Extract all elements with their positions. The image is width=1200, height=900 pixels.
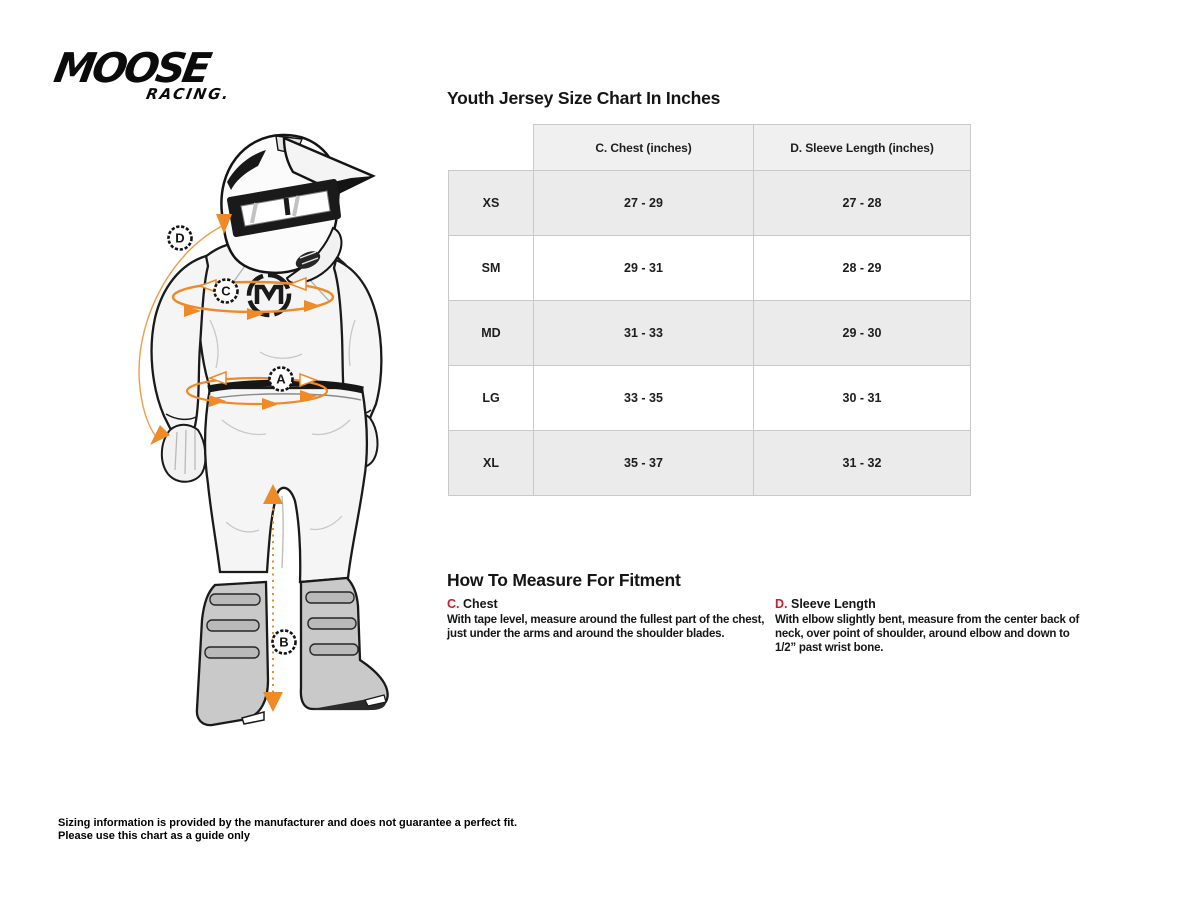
brand-logo: [49, 44, 248, 104]
inseam-bottom-arrow: [263, 692, 283, 712]
rider-measurement-illustration: [50, 120, 430, 740]
chest-cell: 29 - 31: [534, 236, 754, 301]
table-row: [449, 301, 971, 366]
badge-a: [270, 368, 293, 391]
sleeve-cell: 30 - 31: [754, 366, 971, 431]
size-cell: XS: [449, 171, 534, 236]
table-row: [449, 366, 971, 431]
howto-title: How To Measure For Fitment: [447, 570, 681, 590]
right-boot-buckles: [306, 592, 358, 655]
sleeve-cell: 27 - 28: [754, 171, 971, 236]
table-row: [449, 431, 971, 496]
pants: [205, 388, 367, 582]
left-glove: [162, 425, 206, 482]
table-header-row: [449, 125, 971, 171]
measure-letter-d: D.: [775, 597, 788, 611]
size-chart-title: Youth Jersey Size Chart In Inches: [447, 88, 721, 108]
table-corner-cell: [449, 125, 534, 171]
measure-text-sleeve: With elbow slightly bent, measure from the center back of neck, over point of shoulder, around elbow and down to 1/2” past wrist bone.: [775, 614, 1080, 655]
badge-b: [273, 631, 296, 654]
measure-label-chest: [447, 597, 765, 611]
column-header-chest: C. Chest (inches): [534, 125, 754, 171]
chest-cell: 31 - 33: [534, 301, 754, 366]
badge-c: [215, 280, 238, 303]
goggle-nose-bridge: [286, 198, 288, 215]
sleeve-cell: 31 - 32: [754, 431, 971, 496]
size-cell: MD: [449, 301, 534, 366]
brand-logo-moose: MOOSE: [50, 44, 213, 92]
fly-seam: [282, 496, 283, 568]
measure-name-chest: Chest: [462, 597, 498, 611]
sleeve-cell: 28 - 29: [754, 236, 971, 301]
chest-cell: 33 - 35: [534, 366, 754, 431]
badge-c-letter: C: [221, 283, 231, 299]
size-cell: SM: [449, 236, 534, 301]
size-cell: XL: [449, 431, 534, 496]
size-chart-table: [448, 124, 971, 496]
table-row: [449, 171, 971, 236]
left-sleeve: [152, 256, 208, 434]
disclaimer: [58, 817, 517, 843]
measure-label-sleeve: [775, 597, 1087, 611]
left-boot-buckles: [205, 594, 260, 658]
measure-name-sleeve: Sleeve Length: [790, 597, 876, 611]
brand-logo-racing: RACING.: [144, 85, 232, 104]
chest-cell: 35 - 37: [534, 431, 754, 496]
measure-item-sleeve: [775, 597, 1087, 655]
disclaimer-line-2: Please use this chart as a guide only: [58, 829, 250, 842]
chest-cell: 27 - 29: [534, 171, 754, 236]
helmet: [221, 135, 373, 283]
badge-d-letter: D: [175, 230, 185, 246]
badge-b-letter: B: [279, 634, 289, 650]
column-header-sleeve: D. Sleeve Length (inches): [754, 125, 971, 171]
sleeve-cell: 29 - 30: [754, 301, 971, 366]
badge-d: [169, 227, 192, 250]
disclaimer-line-1: Sizing information is provided by the manufacturer and does not guarantee a perfect fit.: [58, 817, 518, 829]
measure-text-chest: With tape level, measure around the fullest part of the chest, just under the arms and around the shoulder blades.: [447, 614, 765, 641]
badge-a-letter: A: [276, 371, 286, 387]
measure-item-chest: [447, 597, 765, 641]
size-cell: LG: [449, 366, 534, 431]
measure-letter-c: C.: [447, 597, 460, 611]
table-row: [449, 236, 971, 301]
